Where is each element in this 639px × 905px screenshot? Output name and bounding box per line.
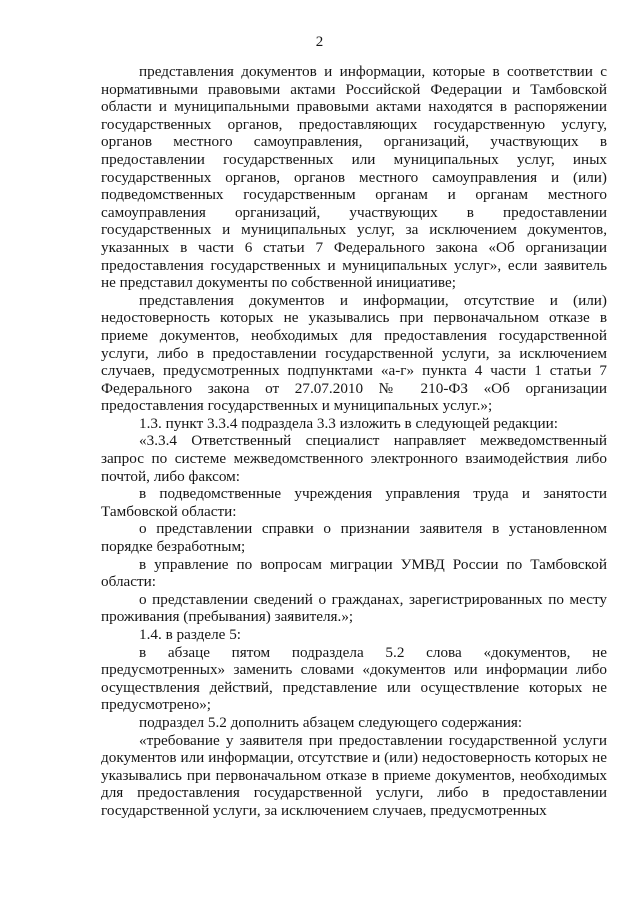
paragraph-migration-office: в управление по вопросам миграции УМВД России по Тамбовской области:	[101, 555, 607, 591]
paragraph-item-1-4: 1.4. в разделе 5:	[139, 626, 242, 643]
paragraph-labor-employment: в подведомственные учреждения управления труда и занятости Тамбовской области:	[101, 485, 607, 520]
paragraph-documents-in-possession: представления документов и информации, которые в соответствии с нормативными правовыми актами Российской Федерации и Тамбовской области и муниципальными правовыми актами находятся в распоряжении государственных органов, предоставляющих государственную услугу, органов местного самоуправления, организаций, участвующих в предоставлении государственных или муниципальных услуг, иных государственных органов, органов местного самоуправления и (или) подведомственных государственным органам и органам местного самоуправления организаций, участвующих в предоставлении государственных и муниципальных услуг, за исключением документов, указанных в части 6 статьи 7 Федерального закона «Об организации предоставления государственных и муниципальных услуг», если заявитель не представил документы по собственной инициативе;	[101, 63, 607, 292]
paragraph-subsection-5-2-replace: в абзаце пятом подраздела 5.2 слова «документов, не предусмотренных» заменить словами «документов или информации либо осуществления действий, представление или осуществление которых не предусмотрено»;	[101, 643, 607, 714]
paragraph-unemployed-certificate: о представлении справки о признании заявителя в установленном порядке безработным;	[101, 520, 607, 556]
paragraph-citizens-information: о представлении сведений о гражданах, зарегистрированных по месту проживания (пребывания) заявителя.»;	[101, 590, 607, 626]
page-number: 2	[315, 34, 324, 50]
paragraph-clause-3-3-4: «3.3.4 Ответственный специалист направляет межведомственный запрос по системе межведомственного электронного взаимодействия либо почтой, либо факсом:	[101, 432, 607, 485]
paragraph-subsection-5-2-add: подраздел 5.2 дополнить абзацем следующего содержания:	[139, 713, 523, 731]
paragraph-documents-not-indicated: представления документов и информации, отсутствие и (или) недостоверность которых не указывались при первоначальном отказе в приеме документов, необходимых для предоставления государственной услуги, либо в предоставлении государственной услуги, за исключением случаев, предусмотренных подпунктами «а-г» пункта 4 части 1 статьи 7 Федерального закона от 27.07.2010 № 210-ФЗ «Об организации предоставления государственных и муниципальных услуг.»;	[101, 291, 607, 415]
paragraph-item-1-3: 1.3. пункт 3.3.4 подраздела 3.3 изложить в следующей редакции:	[139, 414, 558, 432]
document-body	[101, 63, 607, 820]
paragraph-requirement-text: «требование у заявителя при предоставлении государственной услуги документов или информации, отсутствие и (или) недостоверность которых не указывались при первоначальном отказе в приеме документов, необходимых для предоставления государственной услуги, либо в предоставлении государственной услуги, за исключением случаев, предусмотренных	[101, 731, 607, 819]
